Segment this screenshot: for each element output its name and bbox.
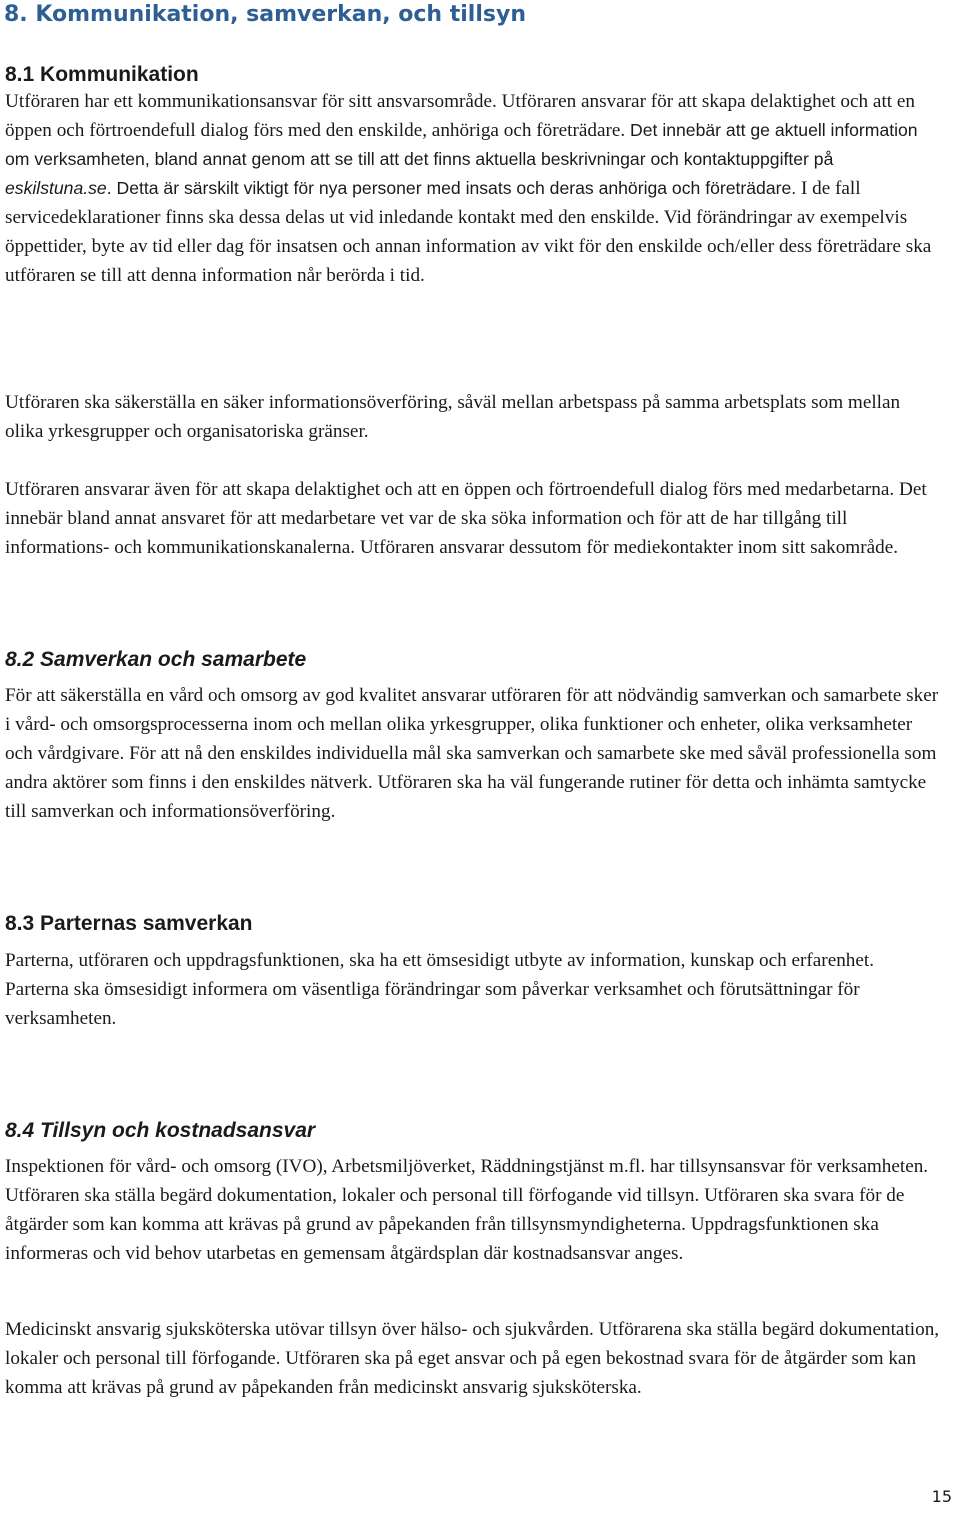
chapter-title: 8. Kommunikation, samverkan, och tillsyn <box>4 2 526 27</box>
paragraph-8-2: För att säkerställa en vård och omsorg av god kvalitet ansvarar utföraren för att nödvändig samverkan och samarbete sker i vård- och omsorgsprocesserna inom och mellan olika yrkesgrupper, olika funktioner och enheter, olika verksamheter och vårdgivare. För att nå den enskildes individuella mål ska samverkan och samarbete ske med såväl professionella som andra aktörer som finns i den enskildes nätverk. Utföraren ska ha väl fungerande rutiner för detta och inhämta samtycke till samverkan och informationsöverföring. <box>5 685 939 822</box>
paragraph-8-4-b: Medicinskt ansvarig sjuksköterska utövar tillsyn över hälso- och sjukvården. Utförarena ska ställa begärd dokumentation, lokaler och personal till förfogande. Utföraren ska på eget ansvar och på egen bekostnad svara för de åtgärder som kan komma att krävas på grund av påpekanden från medicinskt ansvarig sjuksköterska. <box>5 1319 940 1398</box>
paragraph-8-1-a-mid: Det innebär att ge aktuell information om verksamheten, bland annat genom att se till att det finns aktuella beskrivningar och kontaktuppgifter på <box>5 120 918 169</box>
paragraph-8-3: Parterna, utföraren och uppdragsfunktionen, ska ha ett ömsesidigt utbyte av information, kunskap och erfarenhet. Parterna ska ömsesidigt informera om väsentliga förändringar som påverkar verksamhet och förutsättningar för verksamheten. <box>5 950 875 1029</box>
section-heading-8-3: 8.3 Parternas samverkan <box>5 912 253 935</box>
section-heading-8-1: 8.1 Kommunikation <box>5 63 199 86</box>
section-heading-8-2: 8.2 Samverkan och samarbete <box>5 648 307 671</box>
section-heading-8-4: 8.4 Tillsyn och kostnadsansvar <box>5 1119 316 1142</box>
paragraph-8-1-a-lead: Utföraren har ett kommunikationsansvar för sitt ansvarsområde. Utföraren ansvarar för att skapa delaktighet och att en öppen och förtroendefull dialog förs med den enskilde, anhöriga och företrädare. <box>5 91 916 141</box>
paragraph-8-1-a-tail: . Detta är särskilt viktigt för nya personer med insats och deras anhöriga och företrädare. <box>106 178 797 198</box>
paragraph-8-1-b: Utföraren ska säkerställa en säker informationsöverföring, såväl mellan arbetspass på samma arbetsplats som mellan olika yrkesgrupper och organisatoriska gränser. <box>5 392 901 442</box>
paragraph-8-1-c: Utföraren ansvarar även för att skapa delaktighet och att en öppen och förtroendefull dialog förs med medarbetarna. Det innebär bland annat ansvaret för att medarbetare vet var de ska söka information och för att de har tillgång till informations- och kommunikationskanalerna. Utföraren ansvarar dessutom för mediekontakter inom sitt sakområde. <box>5 479 927 558</box>
paragraph-8-1-a <box>5 87 940 290</box>
paragraph-8-1-a-end: I de fall servicedeklarationer finns ska dessa delas ut vid inledande kontakt med den enskilde. Vid förändringar av exempelvis öppettider, byte av tid eller dag för insatsen och annan information av vikt för den enskilde och/eller dess företrädare ska utföraren se till att denna information når berörda i tid. <box>5 178 932 286</box>
eskilstuna-link-text: eskilstuna.se <box>5 178 107 198</box>
page-number: 15 <box>931 1487 952 1506</box>
paragraph-8-4-a: Inspektionen för vård- och omsorg (IVO), Arbetsmiljöverket, Räddningstjänst m.fl. har tillsynsansvar för verksamheten. Utföraren ska ställa begärd dokumentation, lokaler och personal till förfogande vid tillsyn. Utföraren ska svara för de åtgärder som kan komma att krävas på grund av påpekanden från tillsynsmyndigheterna. Uppdragsfunktionen ska informeras och vid behov utarbetas en gemensam åtgärdsplan där kostnadsansvar anges. <box>5 1156 929 1264</box>
